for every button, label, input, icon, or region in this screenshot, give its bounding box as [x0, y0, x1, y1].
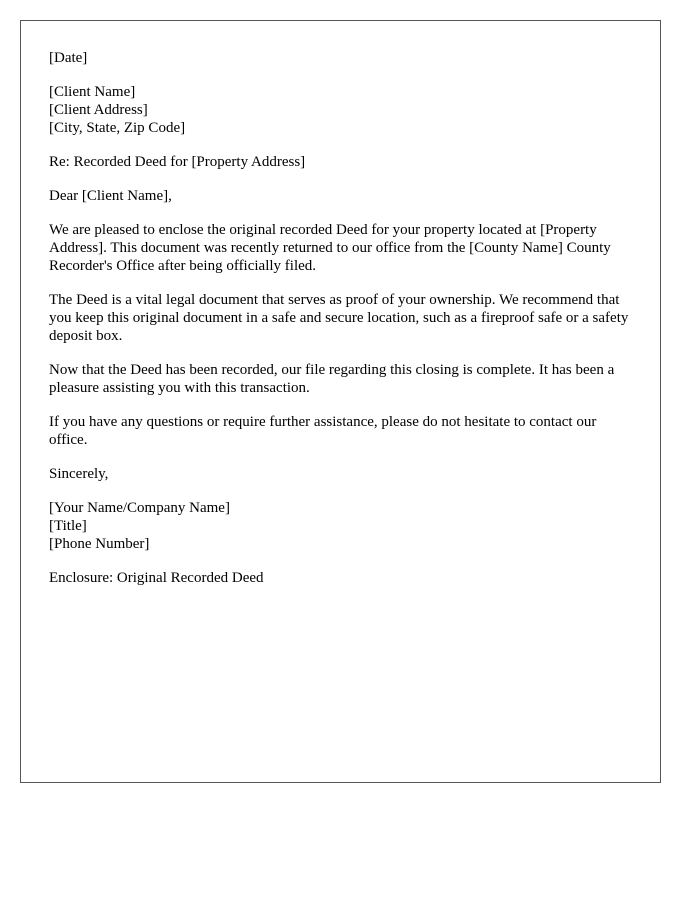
- body-paragraph: We are pleased to enclose the original recorded Deed for your property located at [Property Address]. This document was recently returned to our office from the [County Name] County Recorder's Office after being officially filed.: [49, 222, 611, 274]
- signature-phone: [Phone Number]: [49, 536, 150, 552]
- salutation: Dear [Client Name],: [49, 188, 172, 204]
- enclosure-note: Enclosure: Original Recorded Deed: [49, 570, 264, 586]
- body-paragraph: Now that the Deed has been recorded, our file regarding this closing is complete. It has been a pleasure assisting you with this transaction.: [49, 362, 615, 396]
- subject-line: Re: Recorded Deed for [Property Address]: [49, 154, 306, 170]
- letter-page: [20, 20, 661, 783]
- recipient-city-state-zip: [City, State, Zip Code]: [49, 120, 186, 136]
- date: [Date]: [49, 50, 88, 66]
- recipient-block: [49, 83, 632, 137]
- body-paragraph: If you have any questions or require further assistance, please do not hesitate to contact our office.: [49, 414, 597, 448]
- signature-title: [Title]: [49, 518, 87, 534]
- signature-name: [Your Name/Company Name]: [49, 500, 230, 516]
- body-paragraph: The Deed is a vital legal document that serves as proof of your ownership. We recommend that you keep this original document in a safe and secure location, such as a fireproof safe or a safety deposit box.: [49, 292, 629, 344]
- closing: Sincerely,: [49, 466, 109, 482]
- signature-block: [49, 499, 632, 553]
- recipient-name: [Client Name]: [49, 84, 136, 100]
- recipient-address: [Client Address]: [49, 102, 148, 118]
